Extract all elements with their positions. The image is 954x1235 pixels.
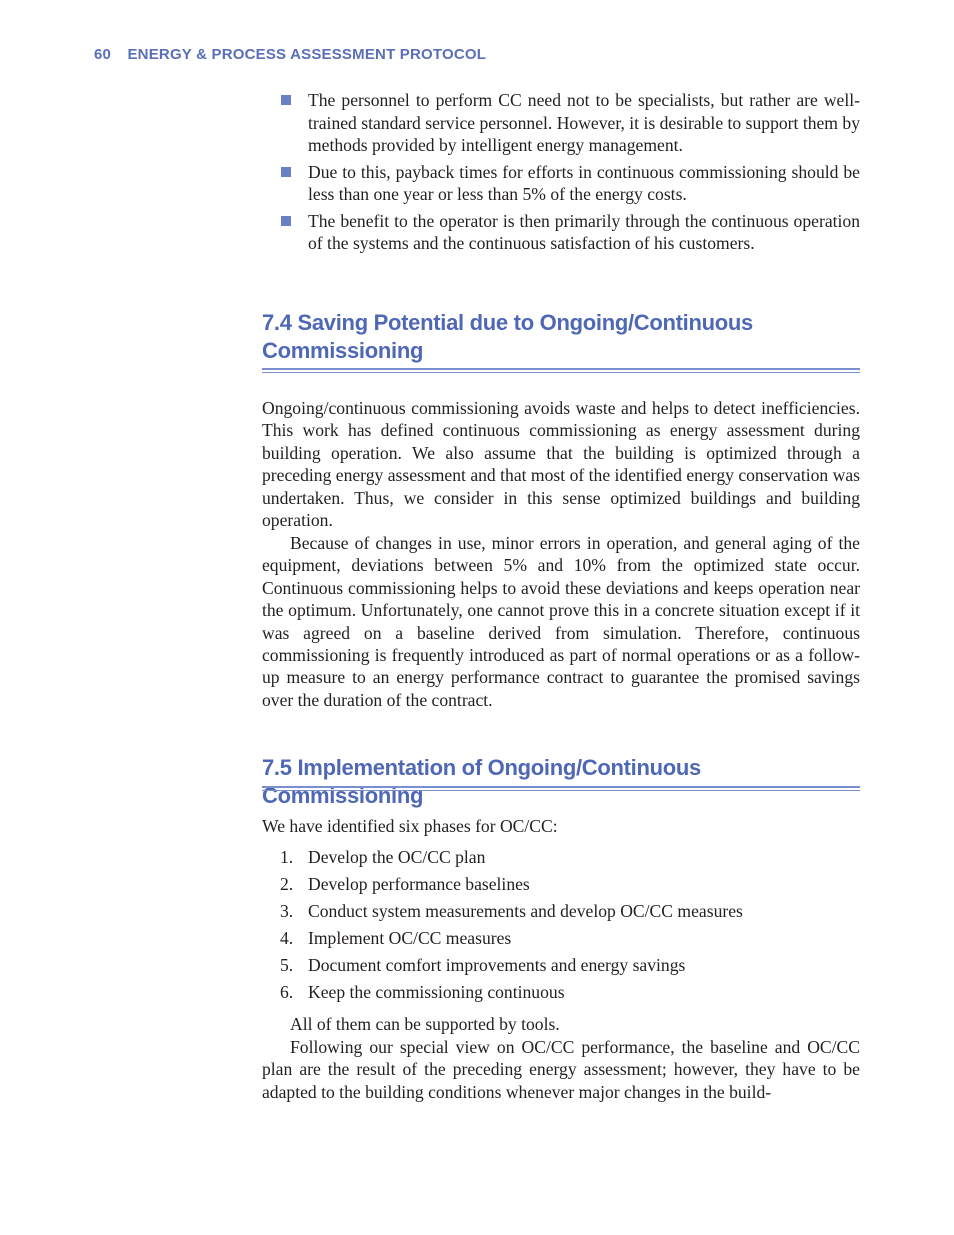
heading-rule [262,368,860,373]
list-item: 1. Develop the OC/CC plan [280,847,486,867]
list-item: Due to this, payback times for efforts in continuous commissioning should be less than one year or less than 5% of the energy costs. [280,161,860,206]
paragraph: Ongoing/continuous commissioning avoids waste and helps to detect inefficiencies. This work has defined continuous commissioning as energy assessment during building operation. We also assume that the building is optimized through a preceding energy assessment and that most of the identified energy conservation was undertaken. Thus, we consider in this sense optimized buildings and building operation. [262,398,860,531]
section-heading-7-4: 7.4 Saving Potential due to Ongoing/Continuous Commissioning [262,310,753,363]
list-item: 2. Develop performance baselines [280,874,530,894]
heading-rule [262,786,860,791]
running-head [94,46,486,63]
section-heading-7-5: 7.5 Implementation of Ongoing/Continuous Commissioning [262,755,701,808]
paragraph: All of them can be supported by tools. [290,1014,560,1034]
list-item: 4. Implement OC/CC measures [280,928,512,948]
list-item: The benefit to the operator is then primarily through the continuous operation of the systems and the continuous satisfaction of his customers. [280,210,860,255]
paragraph: Because of changes in use, minor errors in operation, and general aging of the equipment, deviations between 5% and 10% from the optimized state occur. Continuous commissioning helps to avoid these deviations and keeps operation near the optimum. Unfortunately, one cannot prove this in a concrete situation except if it was agreed on a baseline derived from simulation. Therefore, continuous commissioning is frequently introduced as part of normal operations or as a follow-up measure to an energy performance contract to guarantee the promised savings over the duration of the contract. [262,533,860,710]
list-item: The personnel to perform CC need not to be specialists, but rather are well-trained standard service personnel. However, it is desirable to support them by methods provided by intelligent energy management. [280,89,860,157]
paragraph: Following our special view on OC/CC performance, the baseline and OC/CC plan are the result of the preceding energy assessment; however, they have to be adapted to the building conditions whenever major changes in the build- [262,1037,860,1102]
bullet-list [280,89,860,259]
square-bullet-icon [281,216,291,226]
page-number: 60 [94,46,112,63]
square-bullet-icon [281,167,291,177]
paragraph: We have identified six phases for OC/CC: [262,816,558,836]
phase-list [280,846,743,1008]
square-bullet-icon [281,95,291,105]
list-item: 5. Document comfort improvements and energy savings [280,955,686,975]
list-item: 6. Keep the commissioning continuous [280,982,565,1002]
list-item: 3. Conduct system measurements and develop OC/CC measures [280,901,743,921]
running-title: ENERGY & PROCESS ASSESSMENT PROTOCOL [127,46,487,63]
